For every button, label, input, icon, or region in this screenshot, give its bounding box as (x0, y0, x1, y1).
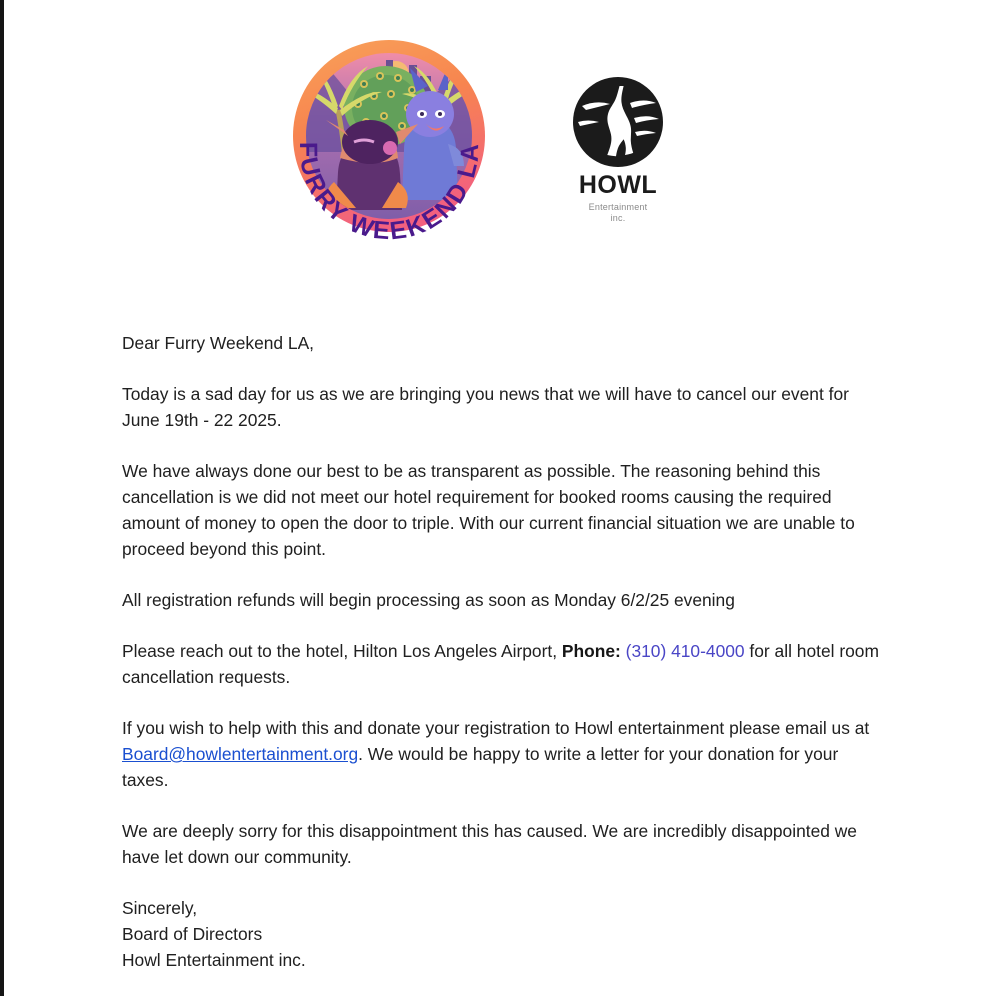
donation-suffix: . We would be happy to write a letter for your donation for your taxes. (122, 744, 839, 790)
hotel-phone-link[interactable]: (310) 410-4000 (625, 641, 745, 661)
signature-company: Howl Entertainment inc. (122, 950, 306, 970)
paragraph-apology: We are deeply sorry for this disappointment this has caused. We are incredibly disappointed we have let down our community. (122, 821, 857, 867)
hotel-contact-suffix: for all hotel room cancellation requests. (122, 641, 879, 687)
signature-closing: Sincerely, (122, 898, 198, 918)
howl-wolf-moon-icon (572, 76, 664, 168)
howl-entertainment-logo (566, 76, 670, 223)
paragraph-cancellation-announcement: Today is a sad day for us as we are bringing you news that we will have to cancel our event for June 19th - 22 2025. (122, 384, 849, 430)
salutation: Dear Furry Weekend LA, (122, 333, 315, 353)
hotel-contact-prefix: Please reach out to the hotel, Hilton Los Angeles Airport, (122, 641, 562, 661)
paragraph-refunds: All registration refunds will begin processing as soon as Monday 6/2/25 evening (122, 590, 735, 610)
furry-weekend-la-logo (278, 32, 500, 258)
howl-wordmark: HOWL (578, 171, 658, 199)
fwla-arched-text: FURRY WEEKEND LA (293, 141, 485, 246)
donation-prefix: If you wish to help with this and donate your registration to Howl entertainment please email us at (122, 718, 870, 738)
board-email-link[interactable]: Board@howlentertainment.org (122, 744, 359, 764)
paragraph-donation (122, 715, 886, 793)
howl-sub-entertainment: Entertainment (588, 202, 648, 212)
document-page (4, 0, 1000, 996)
signature-board: Board of Directors (122, 924, 263, 944)
letterhead (4, 0, 1000, 292)
paragraph-reasoning: We have always done our best to be as transparent as possible. The reasoning behind this cancellation is we did not meet our hotel requirement for booked rooms causing the required amount of money to open the door to triple. With our current financial situation we are unable to proceed beyond this point. (122, 461, 855, 559)
phone-label: Phone: (561, 641, 621, 661)
signature-block (122, 895, 886, 973)
howl-sub-inc: inc. (610, 212, 626, 223)
letter-body (122, 330, 886, 973)
paragraph-hotel-contact (122, 638, 886, 690)
